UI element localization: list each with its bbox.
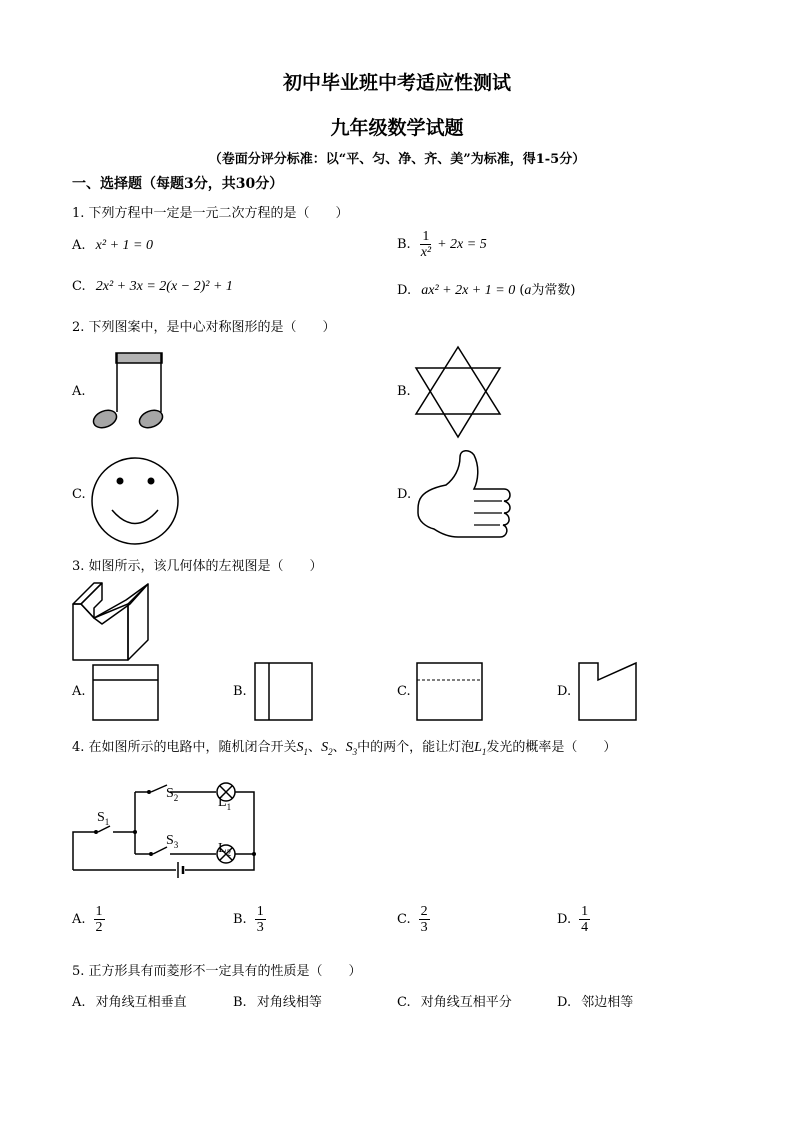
q2-option-b-label: B. <box>397 384 411 399</box>
s2-sub: 2 <box>328 746 333 757</box>
option-label: D. <box>557 995 572 1010</box>
q5-option-b <box>233 991 322 1010</box>
left-view-b <box>254 662 314 722</box>
q1-option-b-fraction <box>419 229 433 260</box>
q5-option-d <box>557 991 633 1010</box>
star-of-david-icon <box>414 345 504 439</box>
q4-stem-mid: 中的两个，能让灯泡 <box>357 740 475 755</box>
q4-option-c <box>397 904 430 935</box>
option-label: D. <box>557 912 572 927</box>
s3-letter: S <box>345 740 353 755</box>
thumbs-up-icon <box>414 447 514 557</box>
option-text: 邻边相等 <box>581 995 634 1010</box>
q1-option-c <box>72 279 233 295</box>
q2-option-a-label: A. <box>72 384 86 399</box>
s1-sub: 1 <box>303 746 309 757</box>
q1-option-b-rest: + 2x = 5 <box>437 236 487 252</box>
music-note-icon <box>90 350 170 434</box>
s3-sub: 3 <box>352 746 358 757</box>
separator: 、 <box>332 740 346 755</box>
option-label: C. <box>72 279 86 294</box>
l1-letter: L <box>474 740 482 755</box>
question-5-stem: 5. 正方形具有而菱形不一定具有的性质是（ ） <box>72 964 362 979</box>
label-sub: 2 <box>173 792 179 803</box>
q4-stem-pre: 4. 在如图所示的电路中，随机闭合开关 <box>72 740 297 755</box>
q5-option-a <box>72 991 187 1010</box>
answer-fraction <box>579 904 590 935</box>
option-label: C. <box>397 995 411 1010</box>
answer-fraction <box>94 904 105 935</box>
question-3-stem: 3. 如图所示，该几何体的左视图是（ ） <box>72 559 323 574</box>
grading-note: （卷面分评分标准：以“平、匀、净、齐、美”为标准，得1-5分） <box>208 152 586 167</box>
fraction-numerator: 1 <box>256 904 264 919</box>
switch-s3-ref <box>346 740 358 755</box>
option-label: A. <box>72 995 86 1010</box>
q3-option-a-label: A. <box>72 684 86 699</box>
option-text: 对角线互相垂直 <box>95 995 187 1010</box>
s1-letter: S <box>296 740 304 755</box>
smiley-face-icon <box>90 455 182 547</box>
fraction-denominator: 3 <box>420 920 428 935</box>
left-view-d <box>578 662 640 722</box>
label-letter: L <box>218 841 227 856</box>
option-label: A. <box>72 912 86 927</box>
label-sub: 1 <box>104 816 110 827</box>
q3-option-b-label: B. <box>233 684 247 699</box>
page-subtitle: 九年级数学试题 <box>330 117 464 139</box>
separator: 、 <box>308 740 322 755</box>
question-1-stem: 1. 下列方程中一定是一元二次方程的是（ ） <box>72 206 349 221</box>
left-view-c <box>416 662 484 722</box>
option-label: B. <box>233 995 247 1010</box>
circuit-label-s3 <box>166 833 178 850</box>
q1-option-a <box>72 238 153 254</box>
q3-option-c-label: C. <box>397 684 411 699</box>
fraction-denominator: x² <box>420 245 432 260</box>
label-sub: 3 <box>173 839 179 850</box>
q4-option-b <box>233 904 266 935</box>
circuit-label-s2 <box>166 786 178 803</box>
answer-fraction <box>419 904 430 935</box>
q1-option-d-math: ax² + 2x + 1 = 0 <box>421 283 516 298</box>
q1-option-d <box>397 279 576 299</box>
l1-sub: 1 <box>481 746 487 757</box>
switch-s1-ref <box>297 740 309 755</box>
option-label: B. <box>397 237 411 252</box>
fraction-numerator: 2 <box>420 904 428 919</box>
q3-option-d-label: D. <box>557 684 572 699</box>
circuit-label-l2 <box>218 841 231 858</box>
circuit-label-s1 <box>97 810 109 827</box>
q4-option-a <box>72 904 105 935</box>
page-title: 初中毕业班中考适应性测试 <box>282 72 511 94</box>
fraction-numerator: 1 <box>422 229 430 244</box>
q4-option-d <box>557 904 590 935</box>
geometry-solid-figure <box>72 580 152 662</box>
section-heading: 一、选择题（每题3分，共30分） <box>72 176 284 192</box>
fraction-denominator: 3 <box>256 920 264 935</box>
answer-fraction <box>255 904 266 935</box>
label-sub: 1 <box>226 801 232 812</box>
q2-option-d-label: D. <box>397 487 412 502</box>
fraction-numerator: 1 <box>95 904 103 919</box>
q1-option-d-note: 为常数) <box>531 283 576 298</box>
fraction-denominator: 2 <box>95 920 103 935</box>
switch-s2-ref <box>321 740 333 755</box>
option-label: A. <box>72 238 86 253</box>
q4-stem-post: 发光的概率是（ ） <box>486 740 617 755</box>
q1-option-c-math: 2x² + 3x = 2(x − 2)² + 1 <box>95 279 233 294</box>
q2-option-c-label: C. <box>72 487 86 502</box>
left-view-a <box>92 664 160 722</box>
fraction-denominator: 4 <box>581 920 589 935</box>
label-letter: S <box>166 833 174 848</box>
q1-option-a-math: x² + 1 = 0 <box>95 238 153 253</box>
q1-option-d-var: a <box>524 283 532 298</box>
label-sub: 2 <box>226 847 232 858</box>
q1-option-b <box>397 229 487 260</box>
q1-option-d-paren: ( <box>519 283 525 298</box>
circuit-label-l1 <box>218 795 231 812</box>
option-text: 对角线互相平分 <box>420 995 512 1010</box>
s2-letter: S <box>321 740 329 755</box>
fraction-numerator: 1 <box>581 904 589 919</box>
option-label: C. <box>397 912 411 927</box>
q5-option-c <box>397 991 512 1010</box>
option-label: B. <box>233 912 247 927</box>
question-2-stem: 2. 下列图案中，是中心对称图形的是（ ） <box>72 320 336 335</box>
question-4-stem <box>72 736 616 757</box>
option-text: 对角线相等 <box>256 995 322 1010</box>
label-letter: L <box>218 795 227 810</box>
label-letter: S <box>166 786 174 801</box>
bulb-l1-ref <box>474 740 486 755</box>
option-label: D. <box>397 283 412 298</box>
label-letter: S <box>97 810 105 825</box>
